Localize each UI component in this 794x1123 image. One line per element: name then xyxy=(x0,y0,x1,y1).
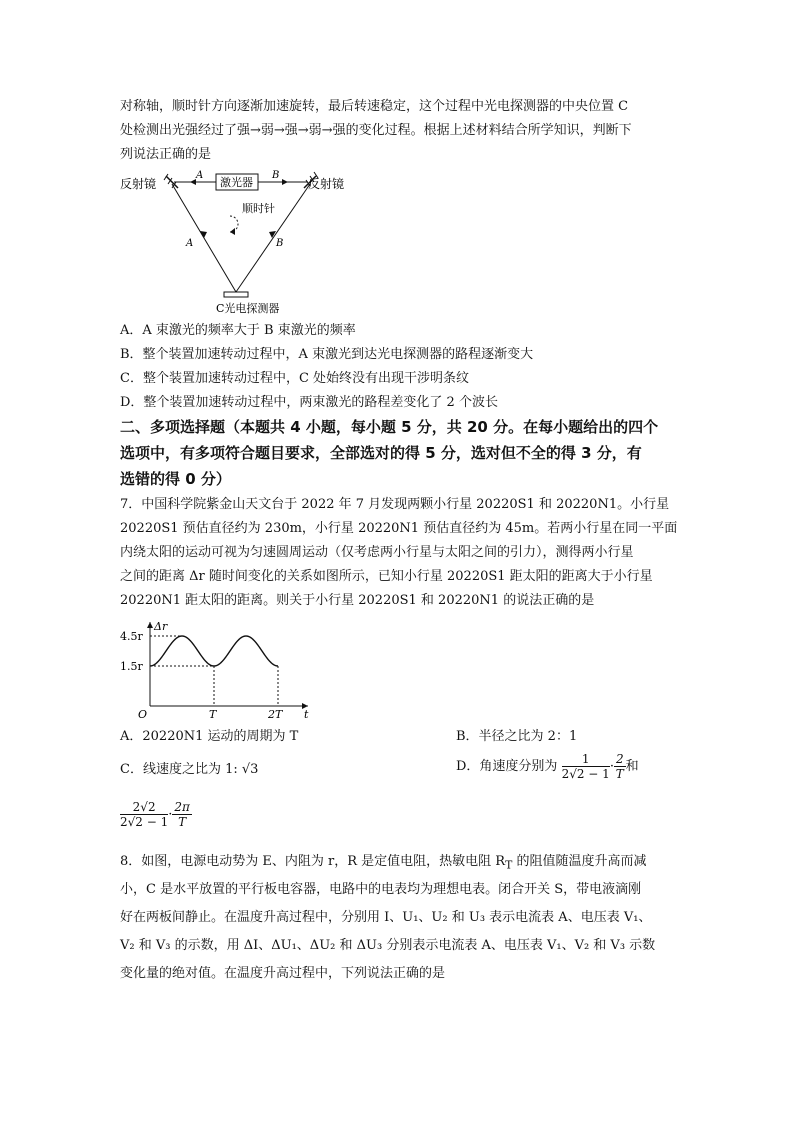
q7-option-d xyxy=(456,752,639,782)
q8-line-1 xyxy=(120,852,646,876)
clockwise-rotation-icon xyxy=(230,216,238,235)
q8-line-5: 变化量的绝对值。在温度升高过程中，下列说法正确的是 xyxy=(120,966,446,981)
y-axis-arrow xyxy=(147,622,153,628)
laser-interferometer-figure xyxy=(118,168,378,318)
x-axis-label: t xyxy=(304,708,309,721)
detector-plate xyxy=(224,292,248,297)
fraction-2-over-t: $\frac{2}{T}$ xyxy=(615,752,624,781)
q8-line-3: 好在两板间静止。在温度升高过程中，分别用 I、U₁、U₂ 和 U₃ 表示电流表 A、电压表 V₁、 xyxy=(120,910,652,925)
delta-r-curve xyxy=(150,636,278,666)
q7-line-1: 7．中国科学院紫金山天文台于 2022 年 7 月发现两颗小行星 20220S1 和 20220N1。小行星 xyxy=(120,497,670,512)
beam-a-side-label: A xyxy=(186,238,194,249)
fraction-2root2-over: $\frac{2√2}{2√2 - 1}$ xyxy=(120,800,169,829)
q7-option-b: B．半径之比为 2：1 xyxy=(456,729,578,744)
left-mirror-label: 反射镜 xyxy=(120,177,157,191)
fraction-2pi-over-t: $\frac{2\pi}{T}$ xyxy=(174,800,190,829)
x-tick-T: T xyxy=(209,708,217,721)
beam-a-top-label: A xyxy=(196,170,204,181)
intro-line-1: 对称轴，顺时针方向逐渐加速旋转，最后转速稳定，这个过程中光电探测器的中央位置 C xyxy=(120,99,629,114)
x-tick-2T: 2T xyxy=(268,708,283,721)
y-tick-1-5r: 1.5r xyxy=(120,660,143,673)
q8-line-1-text: 8．如图，电源电动势为 E、内阻为 r，R 是定值电阻，热敏电阻 R xyxy=(120,854,506,869)
q6-option-a: A．A 束激光的频率大于 B 束激光的频率 xyxy=(120,323,356,338)
q7-line-4: 之间的距离 Δr 随时间变化的关系如图所示，已知小行星 20220S1 距太阳的距离大于小行星 xyxy=(120,569,653,584)
q7-option-a: A．20220N1 运动的周期为 T xyxy=(120,729,299,744)
q7-option-d-and: 和 xyxy=(625,759,639,774)
q6-option-d: D．整个装置加速转动过程中，两束激光的路程差变化了 2 个波长 xyxy=(120,395,498,410)
delta-r-chart xyxy=(118,618,318,722)
q7-line-5: 20220N1 距太阳的距离。则关于小行星 20220S1 和 20220N1 的说法正确的是 xyxy=(120,593,595,608)
q8-line-1-tail: 的阻值随温度升高而减 xyxy=(512,854,647,869)
laser-label: 激光器 xyxy=(220,176,253,189)
y-tick-4-5r: 4.5r xyxy=(120,630,143,643)
q7-option-c-prefix: C．线速度之比为 1: xyxy=(120,762,242,777)
q7-option-d-continued xyxy=(120,800,192,830)
intro-line-2: 处检测出光强经过了强→弱→强→弱→强的变化过程。根据上述材料结合所学知识，判断下 xyxy=(120,123,632,138)
left-mirror-icon xyxy=(164,174,178,188)
dot-1: · xyxy=(609,759,614,774)
q8-line-1-sub: T xyxy=(505,858,513,872)
fraction-1-over: $\frac{1}{2√2 - 1}$ xyxy=(561,752,610,781)
q7-option-d-prefix: D．角速度分别为 xyxy=(456,759,558,774)
section2-line-1: 二、多项选择题（本题共 4 小题，每小题 5 分，共 20 分。在每小题给出的四个 xyxy=(120,418,659,436)
y-axis-label: Δr xyxy=(154,620,168,633)
q6-option-c: C．整个装置加速转动过程中，C 处始终没有出现干涉明条纹 xyxy=(120,371,470,386)
origin-label: O xyxy=(138,708,148,721)
right-mirror-label: 反射镜 xyxy=(308,177,345,191)
detector-label: C光电探测器 xyxy=(216,302,280,315)
q6-option-b: B．整个装置加速转动过程中，A 束激光到达光电探测器的路程逐渐变大 xyxy=(120,347,534,362)
section2-line-2: 选项中，有多项符合题目要求，全部选对的得 5 分，选对但不全的得 3 分，有 xyxy=(120,444,642,462)
intro-line-3: 列说法正确的是 xyxy=(120,147,212,162)
q7-option-c-value: √3 xyxy=(241,762,259,777)
q8-line-4: V₂ 和 V₃ 的示数，用 ΔI、ΔU₁、ΔU₂ 和 ΔU₃ 分别表示电流表 A、电压表 V₁、V₂ 和 V₃ 示数 xyxy=(120,938,656,953)
section2-line-3: 选错的得 0 分） xyxy=(120,470,231,488)
q7-option-c xyxy=(120,760,258,780)
beam-b-side-label: B xyxy=(276,238,284,249)
beam-b-top-label: B xyxy=(272,170,280,181)
q8-line-2: 小，C 是水平放置的平行板电容器，电路中的电表均为理想电表。闭合开关 S，带电液滴刚 xyxy=(120,882,642,897)
rotation-label: 顺时针 xyxy=(242,202,275,215)
q7-line-2: 20220S1 预估直径约为 230m，小行星 20220N1 预估直径约为 45m。若两小行星在同一平面 xyxy=(120,521,678,536)
dot-2: · xyxy=(168,807,173,822)
q7-line-3: 内绕太阳的运动可视为匀速圆周运动（仅考虑两小行星与太阳之间的引力），测得两小行星 xyxy=(120,545,634,560)
